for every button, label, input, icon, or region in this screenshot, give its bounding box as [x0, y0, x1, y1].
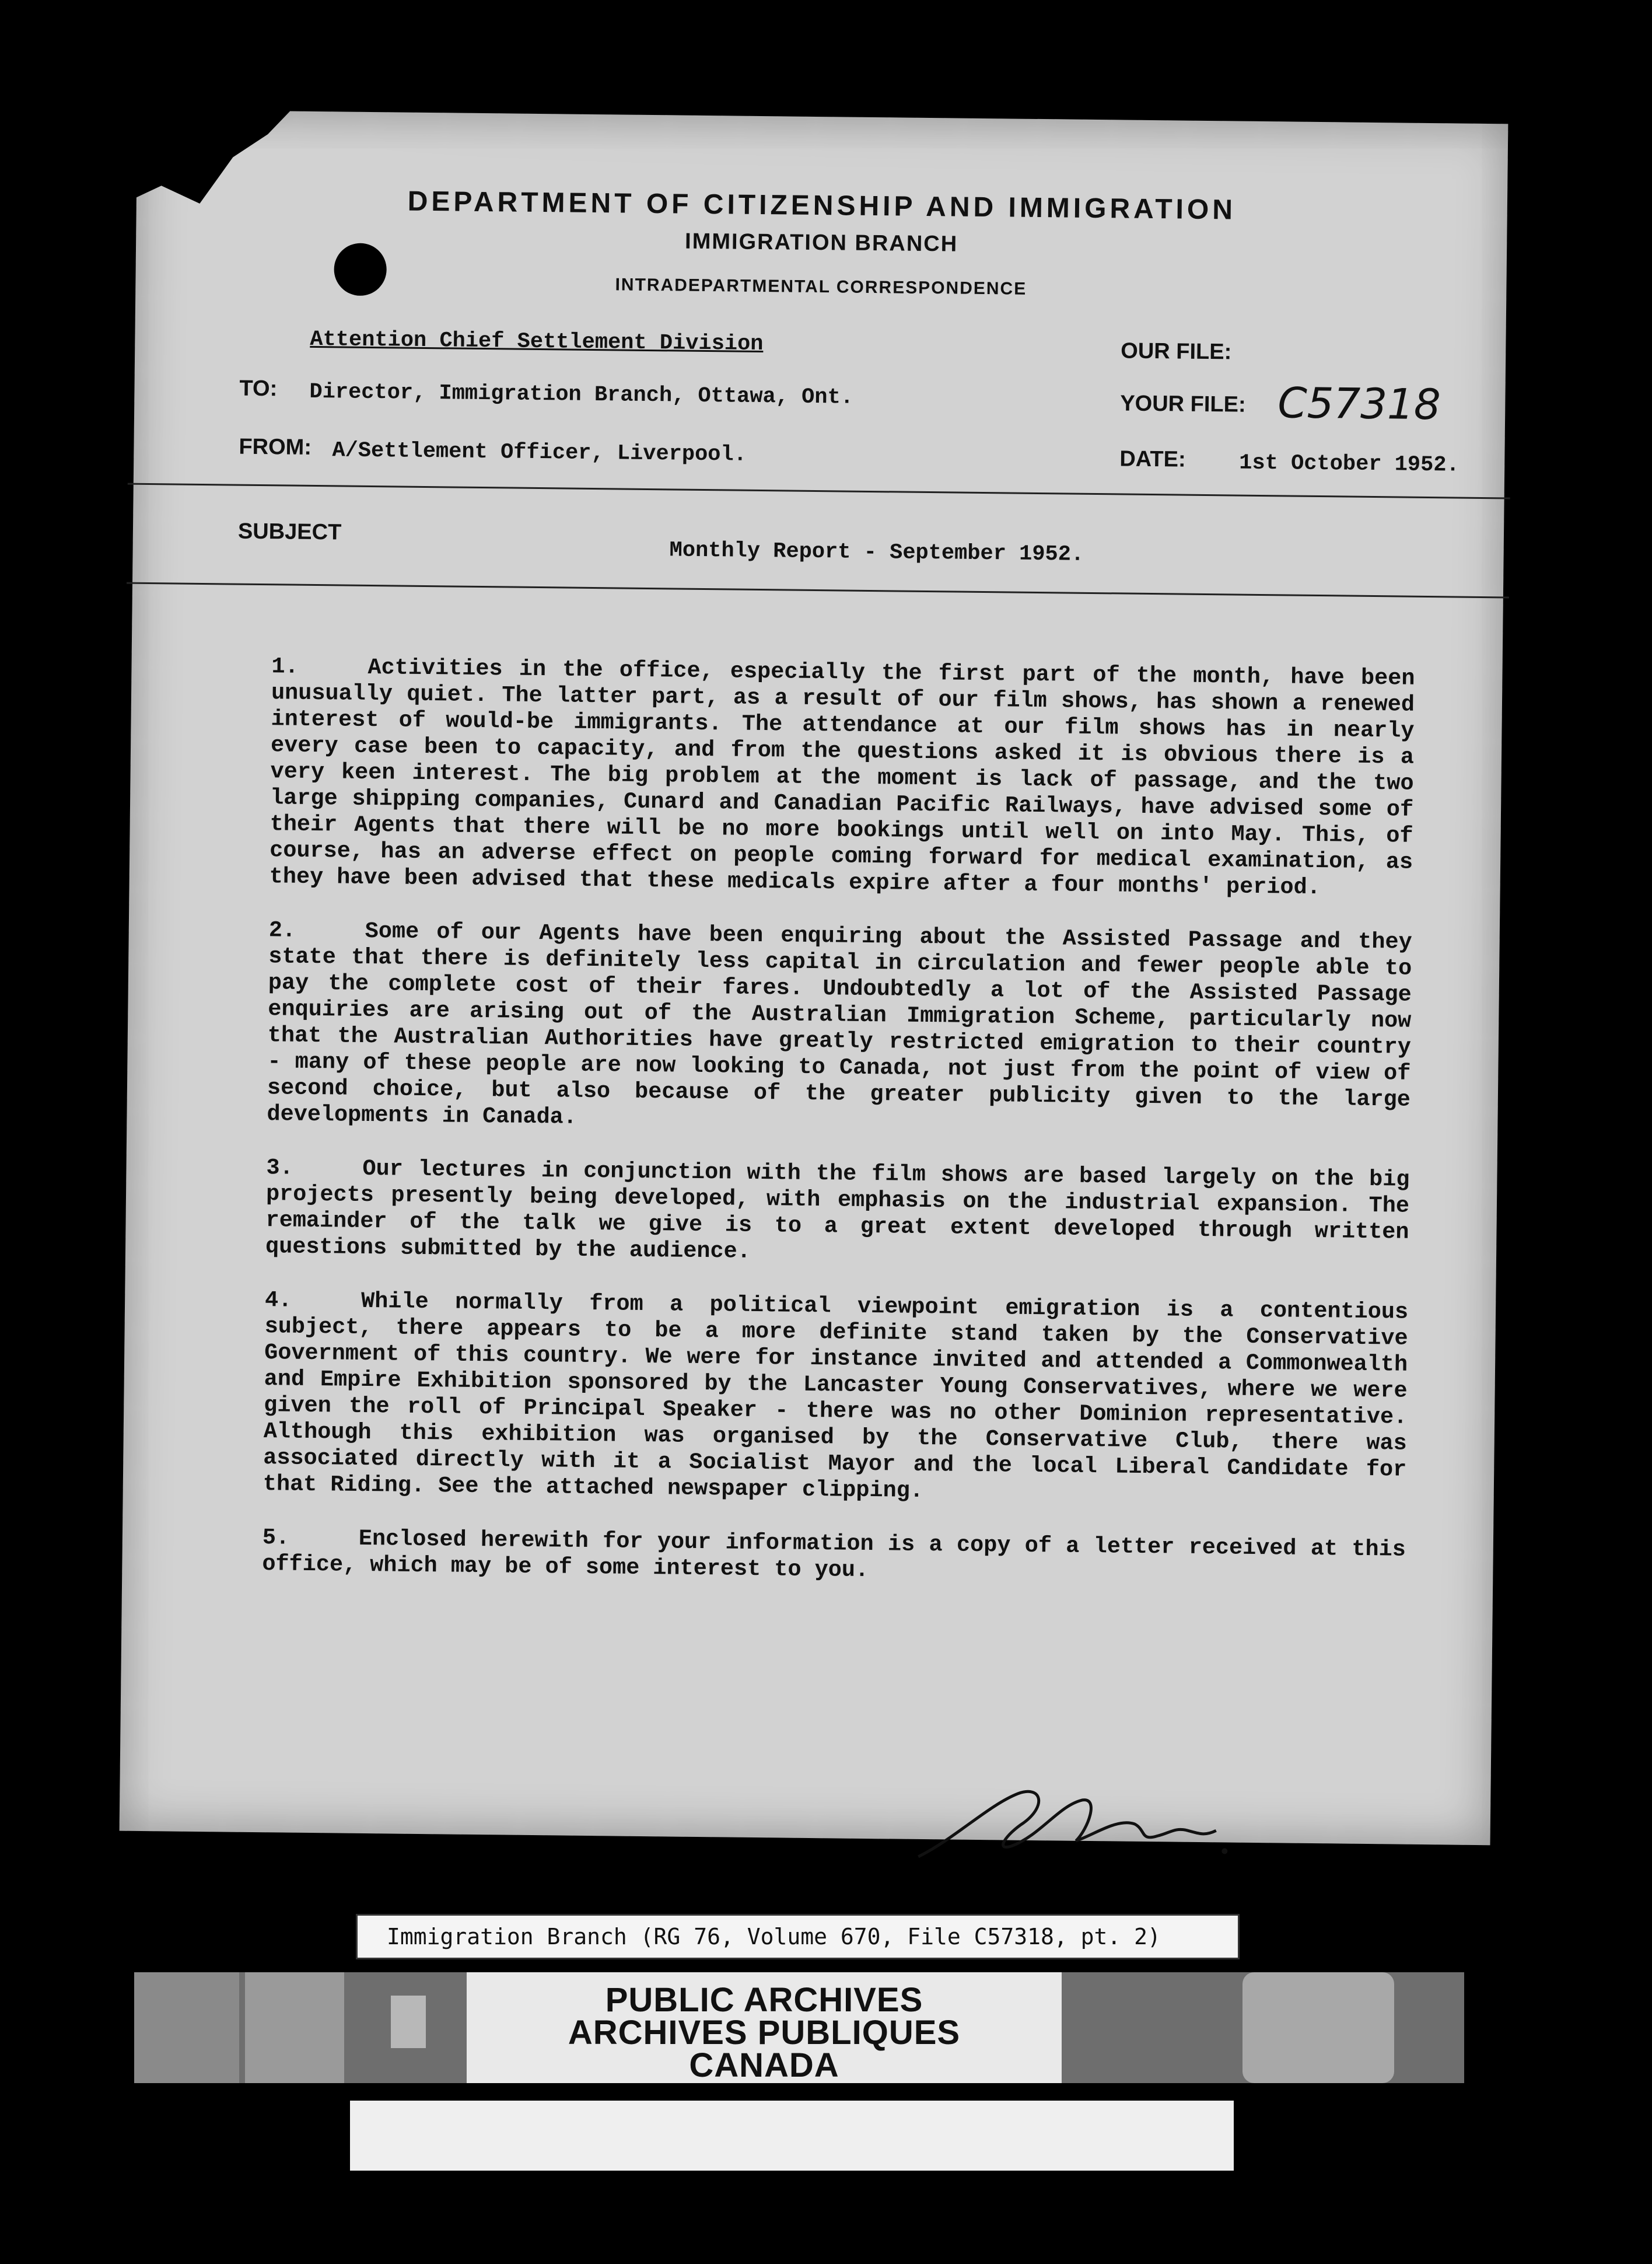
attention-line: Attention Chief Settlement Division [310, 327, 764, 357]
header-divider [128, 483, 1510, 499]
our-file-label: OUR FILE: [1121, 338, 1232, 365]
paragraph-1: 1. Activities in the office, especially the first part of the month, have been unusually quiet. The latter part, as a result of our film shows, has shown a renewed interest of would-be immigrants. The attendance at our film shows has in nearly every case been to capacity, and from the questions asked it is obvious there is a very keen interest. The big problem at the moment is lack of passage, and the two large shipping companies, Cunard and Canadian Pacific Railways, have advised some of their Agents that there will be no more bookings until well on into May. This, of course, has an adverse effect on people coming forward for medical examination, as they have been advised that these medicals expire after a four months' period. [269, 654, 1415, 901]
archive-stamp [467, 1972, 1062, 2083]
branch-title: IMMIGRATION BRANCH [684, 229, 958, 257]
paragraph-3: 3. Our lectures in conjunction with the film shows are based largely on the big projects presently being developed, with emphasis on the industrial expansion. The remainder of the talk we give is to a great extent developed through written questions submitted by the audience. [265, 1155, 1410, 1264]
stamp-line-1: PUBLIC ARCHIVES [605, 1981, 923, 2019]
your-file-label: YOUR FILE: [1120, 391, 1246, 417]
from-label: FROM: [239, 434, 312, 460]
paragraph-5: 5. Enclosed herewith for your information is a copy of a letter received at this office, which may be of some interest to you. [262, 1525, 1406, 1584]
date-label: DATE: [1119, 446, 1186, 472]
from-value: A/Settlement Officer, Liverpool. [332, 438, 747, 467]
subject-divider [127, 582, 1509, 599]
to-label: TO: [239, 376, 278, 401]
paragraph-4: 4. While normally from a political viewpoint emigration is a contentious subject, there appears to be a more definite stand taken by the Conservative Government of this country. We were for instance invited and attended a Commonwealth and Empire Exhibition sponsored by the Lancaster Young Conservatives, where we were given the roll of Principal Speaker - there was no other Dominion representative. Although this exhibition was organised by the Conservative Club, there was associated directly with it a Socialist Mayor and the local Liberal Candidate for that Riding. See the attached newspaper clipping. [262, 1287, 1409, 1504]
subject-label: SUBJECT [237, 519, 342, 545]
memo-body [262, 654, 1415, 1616]
to-value: Director, Immigration Branch, Ottawa, Ont. [309, 379, 854, 410]
stamp-line-2: ARCHIVES PUBLIQUES [568, 2014, 961, 2052]
correspondence-title: INTRADEPARTMENTAL CORRESPONDENCE [615, 275, 1027, 299]
subject-value: Monthly Report - September 1952. [669, 538, 1084, 567]
bottom-label-bar [350, 2101, 1234, 2171]
date-value: 1st October 1952. [1239, 450, 1460, 478]
stamp-line-3: CANADA [689, 2046, 839, 2084]
department-title: DEPARTMENT OF CITIZENSHIP AND IMMIGRATION [407, 186, 1237, 226]
signature [907, 1769, 1234, 1878]
your-file-value: C57318 [1277, 378, 1441, 429]
paragraph-2: 2. Some of our Agents have been enquiring about the Assisted Passage and they state that there is definitely less capital in circulation and fewer people able to pay the complete cost of their fares. Undoubtedly a lot of the Assisted Passage enquiries are arising out of the Australian Immigration Scheme, particularly now that the Australian Authorities have greatly restricted emigration to their country - many of these people are now looking to Canada, not just from the point of view of second choice, but also because of the greater publicity given to the large developments in Canada. [267, 917, 1412, 1130]
memo-page [120, 110, 1508, 1845]
archive-caption: Immigration Branch (RG 76, Volume 670, File C57318, pt. 2) [356, 1914, 1240, 1959]
